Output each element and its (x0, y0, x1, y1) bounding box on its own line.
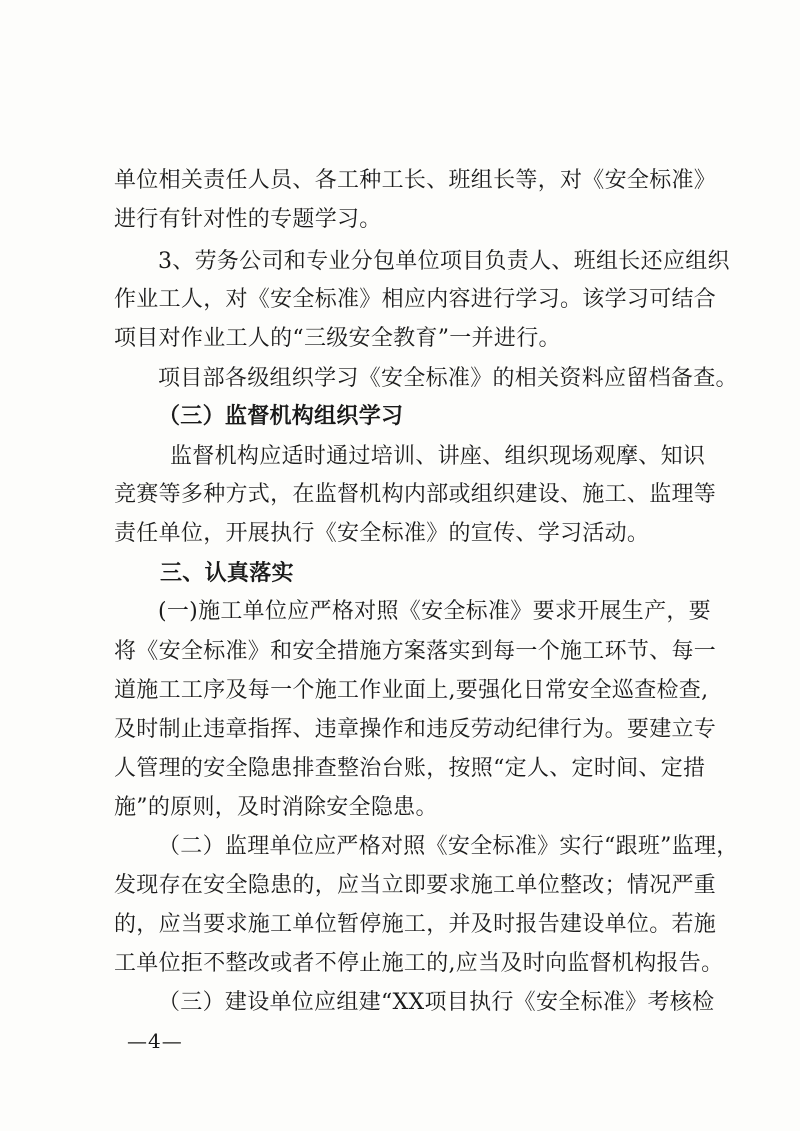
body-line: 道施工工序及每一个施工作业面上,要强化日常安全巡查检查, (114, 678, 709, 703)
body-line: 进行有针对性的专题学习。 (114, 207, 382, 232)
body-line: 监督机构应适时通过培训、讲座、组织现场观摩、知识 (170, 444, 706, 469)
body-line: 作业工人，对《安全标准》相应内容进行学习。该学习可结合 (114, 287, 717, 312)
body-line: 项目部各级组织学习《安全标准》的相关资料应留档备查。 (158, 366, 738, 391)
body-line: 单位相关责任人员、各工种工长、班组长等，对《安全标准》 (114, 168, 717, 193)
body-line: (一)施工单位应严格对照《安全标准》要求开展生产，要 (158, 599, 711, 624)
body-line: 3、劳务公司和专业分包单位项目负责人、班组长还应组织 (158, 249, 730, 274)
body-line: 的，应当要求施工单位暂停施工，并及时报告建设单位。若施 (114, 912, 717, 937)
section-heading: 三、认真落实 (160, 561, 294, 586)
body-line: 工单位拒不整改或者不停止施工的,应当及时向监督机构报告。 (114, 951, 724, 976)
body-line: 施”的原则，及时消除安全隐患。 (114, 795, 438, 820)
body-line: （二）监理单位应严格对照《安全标准》实行“跟班”监理， (158, 834, 739, 859)
body-line: （三）建设单位应组建“XX项目执行《安全标准》考核检 (158, 990, 715, 1015)
body-line: 责任单位，开展执行《安全标准》的宣传、学习活动。 (114, 521, 650, 546)
page-number: —4— (127, 1029, 183, 1053)
body-line: 将《安全标准》和安全措施方案落实到每一个施工环节、每一 (114, 639, 717, 664)
body-line: 及时制止违章指挥、违章操作和违反劳动纪律行为。要建立专 (114, 717, 717, 742)
body-line: 竞赛等多种方式，在监督机构内部或组织建设、施工、监理等 (114, 482, 717, 507)
body-line: 人管理的安全隐患排查整治台账，按照“定人、定时间、定措 (114, 756, 706, 781)
body-line: 项目对作业工人的“三级安全教育”一并进行。 (114, 326, 561, 351)
section-heading: （三）监督机构组织学习 (158, 404, 404, 429)
body-line: 发现存在安全隐患的，应当立即要求施工单位整改；情况严重 (114, 873, 717, 898)
